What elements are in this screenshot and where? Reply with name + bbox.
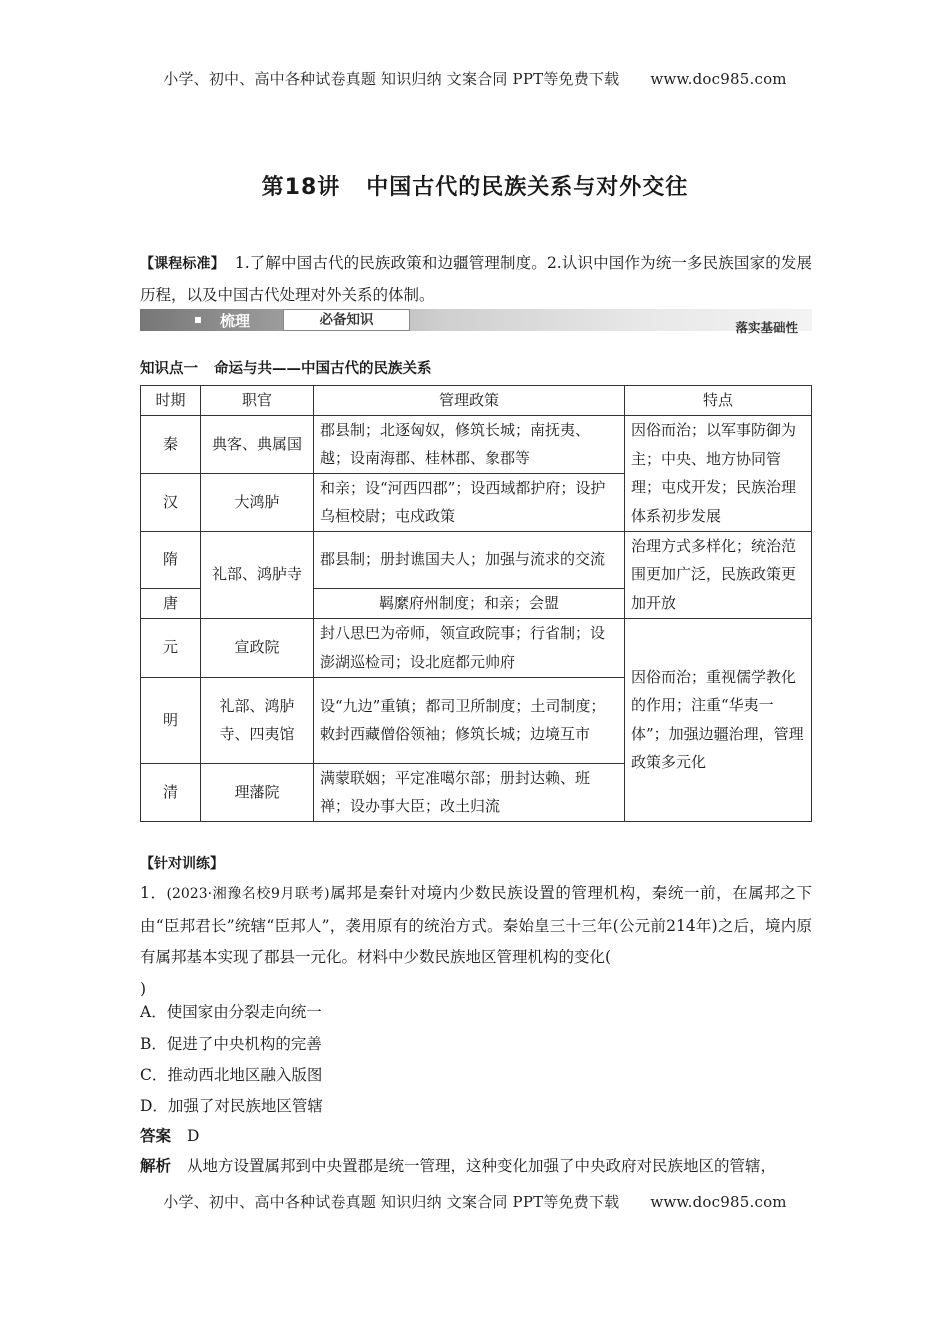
table-header-row	[141, 386, 812, 416]
course-standard-text: 1.了解中国古代的民族政策和边疆管理制度。2.认识中国作为统一多民族国家的发展历程，以及中国古代处理对外关系的体制。	[140, 254, 812, 304]
option-a: A．使国家由分裂走向统一	[140, 1003, 322, 1021]
question-stem	[140, 878, 812, 1005]
official-cell: 典客、典属国	[201, 415, 314, 473]
footer-text: 小学、初中、高中各种试卷真题 知识归纳 文案合同 PPT等免费下载	[163, 1193, 620, 1211]
feature-cell: 治理方式多样化；统治范围更加广泛，民族政策更加开放	[625, 531, 812, 618]
header-text: 小学、初中、高中各种试卷真题 知识归纳 文案合同 PPT等免费下载	[163, 70, 620, 88]
policy-cell: 满蒙联姻；平定准噶尔部；册封达赖、班禅；设办事大臣；改土归流	[314, 763, 625, 821]
course-standard-tag: 【课程标准】	[140, 256, 225, 272]
period-cell: 清	[141, 763, 201, 821]
footer-site-link[interactable]: www.doc985.com	[650, 1193, 787, 1211]
option-c: C．推动西北地区融入版图	[140, 1066, 323, 1084]
lecture-topic: 中国古代的民族关系与对外交往	[366, 175, 689, 200]
official-cell: 礼部、鸿胪寺、四夷馆	[201, 677, 314, 763]
analysis-label: 解析	[140, 1157, 172, 1175]
official-cell: 理藩院	[201, 763, 314, 821]
official-cell: 大鸿胪	[201, 473, 314, 531]
policy-cell: 羁縻府州制度；和亲；会盟	[314, 588, 625, 618]
table-row	[141, 531, 812, 588]
practice-section-heading: 【针对训练】	[140, 856, 224, 872]
banner-box-label: 必备知识	[283, 309, 410, 331]
header-feature: 特点	[625, 386, 812, 416]
feature-cell: 因俗而治；重视儒学教化的作用；注重“华夷一体”；加强边疆治理，管理政策多元化	[625, 618, 812, 821]
table-row	[141, 415, 812, 473]
knowledge-point-title: 命运与共——中国古代的民族关系	[214, 361, 432, 377]
answer-value: D	[187, 1127, 200, 1145]
page-footer	[0, 1191, 950, 1212]
knowledge-point-heading	[140, 357, 432, 378]
analysis-line	[140, 1154, 820, 1176]
policy-cell: 封八思巴为帝师，领宣政院事；行省制；设澎湖巡检司；设北庭都元帅府	[314, 618, 625, 677]
header-period: 时期	[141, 386, 201, 416]
banner-label: 梳理	[220, 312, 251, 330]
period-cell: 秦	[141, 415, 201, 473]
period-cell: 元	[141, 618, 201, 677]
policy-cell: 郡县制；北逐匈奴，修筑长城；南抚夷、越；设南海郡、桂林郡、象郡等	[314, 415, 625, 473]
page-title	[0, 170, 950, 201]
question-text: 属邦是秦针对境内少数民族设置的管理机构，秦统一前，在属邦之下由“臣邦君长”统辖“臣邦人”，袭用原有的统治方式。秦始皇三十三年(公元前214年)之后，境内原有属邦基本实现了郡县一元化。材料中少数民族地区管理机构的变化(	[140, 884, 812, 966]
official-cell: 礼部、鸿胪寺	[201, 531, 314, 618]
header-official: 职官	[201, 386, 314, 416]
answer-line	[140, 1124, 199, 1146]
policy-cell: 郡县制；册封谯国夫人；加强与流求的交流	[314, 531, 625, 588]
option-b: B．促进了中央机构的完善	[140, 1035, 322, 1053]
lecture-number: 第18讲	[261, 175, 341, 200]
knowledge-point-index: 知识点一	[140, 361, 198, 377]
period-cell: 明	[141, 677, 201, 763]
period-cell: 汉	[141, 473, 201, 531]
answer-label: 答案	[140, 1127, 172, 1145]
period-cell: 隋	[141, 531, 201, 588]
table-row	[141, 618, 812, 677]
question-number: 1．	[140, 884, 167, 902]
banner-right-label: 落实基础性	[735, 320, 798, 335]
analysis-text: 从地方设置属邦到中央置郡是统一管理，这种变化加强了中央政府对民族地区的管辖，	[187, 1157, 777, 1175]
question-source: (2023·湘豫名校9月联考)	[166, 886, 330, 902]
header-site-link[interactable]: www.doc985.com	[650, 70, 787, 88]
ethnic-policy-table	[140, 385, 812, 822]
question-stem-end: )	[140, 979, 147, 998]
banner-square-icon	[195, 317, 201, 323]
official-cell: 宣政院	[201, 618, 314, 677]
section-banner	[140, 309, 812, 335]
policy-cell: 和亲；设“河西四郡”；设西域都护府；设护乌桓校尉；屯戍政策	[314, 473, 625, 531]
course-standard	[140, 248, 812, 311]
header-policy: 管理政策	[314, 386, 625, 416]
option-d: D．加强了对民族地区管辖	[140, 1097, 323, 1115]
period-cell: 唐	[141, 588, 201, 618]
policy-cell: 设“九边”重镇；都司卫所制度；土司制度；敕封西藏僧俗领袖；修筑长城；边境互市	[314, 677, 625, 763]
page-header	[0, 68, 950, 89]
feature-cell: 因俗而治；以军事防御为主；中央、地方协同管理；屯戍开发；民族治理体系初步发展	[625, 415, 812, 531]
